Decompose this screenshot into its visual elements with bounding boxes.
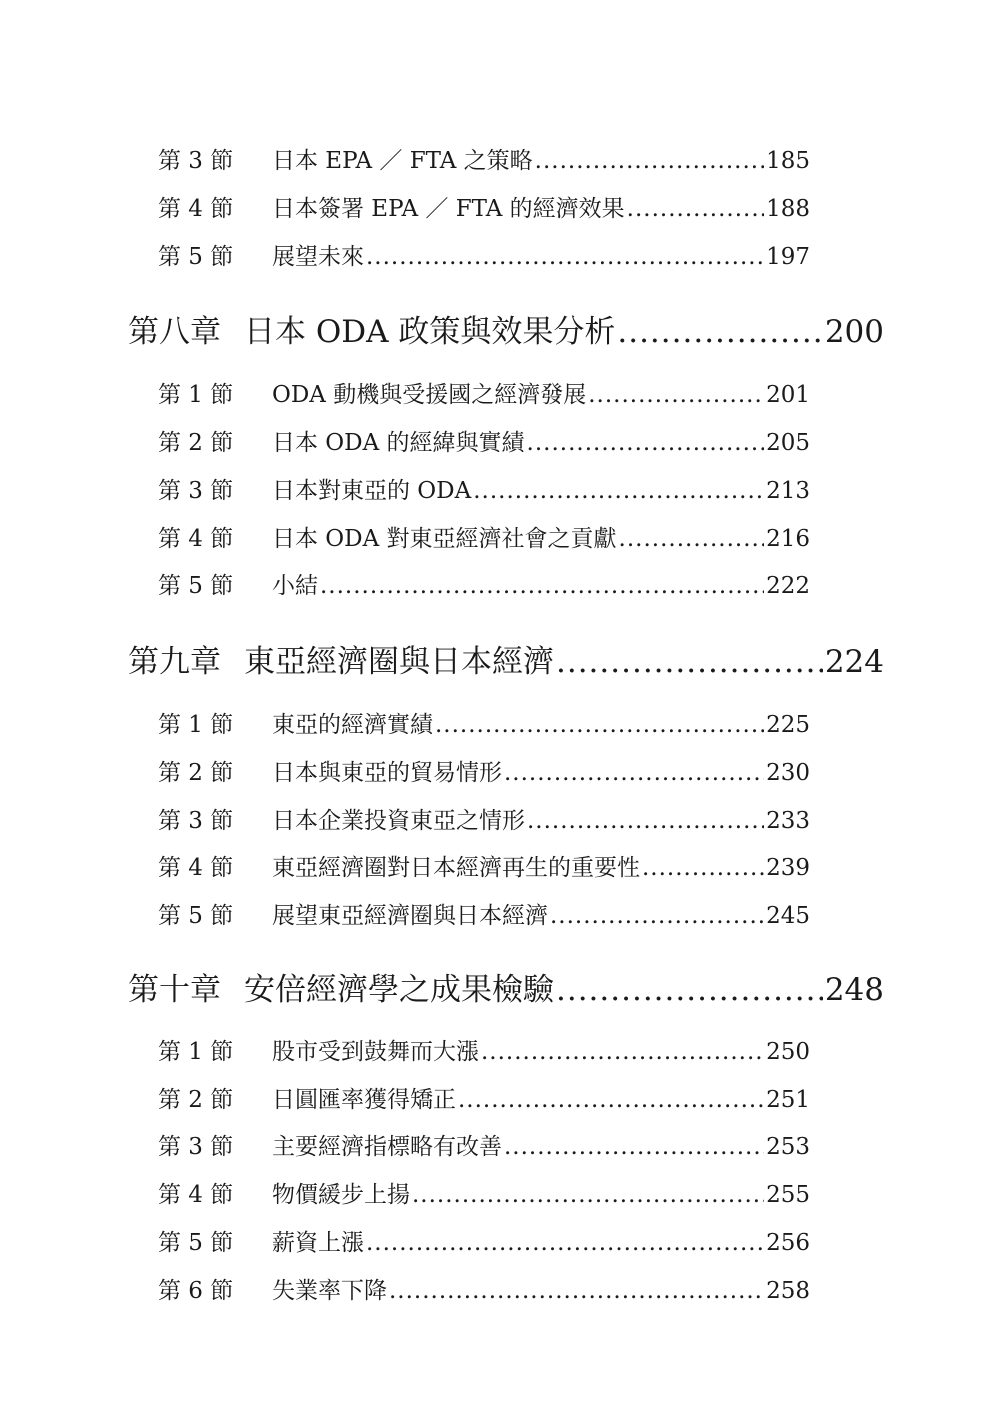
page-number: 201 [766, 382, 810, 408]
section-number: 第 5 節 [158, 903, 234, 929]
page-number: 185 [766, 148, 810, 174]
page-number: 239 [766, 855, 810, 881]
toc-section-entry[interactable] [158, 570, 810, 602]
dot-leader [527, 427, 765, 459]
section-title: 日本對東亞的 ODA [272, 478, 472, 504]
chapter-number: 第八章 [128, 314, 221, 350]
section-number: 第 3 節 [158, 808, 234, 834]
chapter-title: 日本 ODA 政策與效果分析 [244, 314, 616, 350]
toc-section-entry[interactable] [158, 193, 810, 225]
section-title: 日本簽署 EPA ／ FTA 的經濟效果 [272, 196, 625, 222]
toc-chapter-entry[interactable] [128, 969, 884, 1011]
section-title: 失業率下降 [272, 1278, 387, 1304]
section-title: 日圓匯率獲得矯正 [272, 1087, 456, 1113]
dot-leader [535, 145, 764, 177]
toc-section-entry[interactable] [158, 900, 810, 932]
page-number: 225 [766, 712, 810, 738]
toc-section-entry[interactable] [158, 1275, 810, 1307]
section-title: 展望未來 [272, 244, 364, 270]
page-number: 233 [766, 808, 810, 834]
section-number: 第 4 節 [158, 1182, 234, 1208]
toc-section-entry[interactable] [158, 757, 810, 789]
page-number: 250 [766, 1039, 810, 1065]
toc-section-entry[interactable] [158, 523, 810, 555]
dot-leader [627, 193, 764, 225]
page-number: 224 [824, 644, 884, 680]
section-number: 第 3 節 [158, 478, 234, 504]
section-number: 第 2 節 [158, 760, 234, 786]
page-number: 245 [766, 903, 810, 929]
dot-leader [435, 709, 764, 741]
page-number: 255 [766, 1182, 810, 1208]
toc-section-entry[interactable] [158, 1179, 810, 1211]
dot-leader [366, 1227, 764, 1259]
section-number: 第 4 節 [158, 196, 234, 222]
dot-leader [504, 757, 764, 789]
section-title: 薪資上漲 [272, 1230, 364, 1256]
section-number: 第 4 節 [158, 855, 234, 881]
toc-section-entry[interactable] [158, 145, 810, 177]
page-number: 248 [824, 972, 884, 1008]
section-title: 物價緩步上揚 [272, 1182, 410, 1208]
toc-section-entry[interactable] [158, 1036, 810, 1068]
toc-section-entry[interactable] [158, 427, 810, 459]
section-number: 第 3 節 [158, 148, 234, 174]
section-title: 日本企業投資東亞之情形 [272, 808, 525, 834]
dot-leader [458, 1084, 764, 1116]
toc-section-entry[interactable] [158, 852, 810, 884]
page-number: 200 [824, 314, 884, 350]
toc-section-entry[interactable] [158, 1131, 810, 1163]
dot-leader [473, 475, 764, 507]
section-number: 第 5 節 [158, 244, 234, 270]
dot-leader [389, 1275, 764, 1307]
section-number: 第 2 節 [158, 1087, 234, 1113]
section-number: 第 1 節 [158, 382, 234, 408]
section-title: ODA 動機與受援國之經濟發展 [272, 382, 587, 408]
chapter-title: 安倍經濟學之成果檢驗 [244, 972, 554, 1008]
page-number: 216 [766, 526, 810, 552]
section-title: 主要經濟指標略有改善 [272, 1134, 502, 1160]
section-title: 展望東亞經濟圈與日本經濟 [272, 903, 548, 929]
toc-section-entry[interactable] [158, 1227, 810, 1259]
section-title: 東亞經濟圈對日本經濟再生的重要性 [272, 855, 640, 881]
dot-leader [412, 1179, 764, 1211]
page-number: 222 [766, 573, 810, 599]
section-number: 第 4 節 [158, 526, 234, 552]
page-number: 230 [766, 760, 810, 786]
section-number: 第 1 節 [158, 1039, 234, 1065]
dot-leader [527, 805, 764, 837]
section-number: 第 2 節 [158, 430, 234, 456]
dot-leader [320, 570, 764, 602]
section-number: 第 3 節 [158, 1134, 234, 1160]
section-number: 第 5 節 [158, 1230, 234, 1256]
section-title: 日本與東亞的貿易情形 [272, 760, 502, 786]
chapter-title: 東亞經濟圈與日本經濟 [244, 644, 554, 680]
section-title: 小結 [272, 573, 318, 599]
dot-leader [617, 311, 822, 353]
page-number: 205 [766, 430, 810, 456]
toc-section-entry[interactable] [158, 1084, 810, 1116]
section-title: 日本 ODA 對東亞經濟社會之貢獻 [272, 526, 617, 552]
toc-section-entry[interactable] [158, 379, 810, 411]
dot-leader [556, 969, 823, 1011]
section-title: 日本 ODA 的經緯與實績 [272, 430, 525, 456]
section-number: 第 6 節 [158, 1278, 234, 1304]
dot-leader [556, 641, 823, 683]
section-title: 日本 EPA ／ FTA 之策略 [272, 148, 533, 174]
page-number: 251 [766, 1087, 810, 1113]
toc-section-entry[interactable] [158, 709, 810, 741]
toc-chapter-entry[interactable] [128, 311, 884, 353]
section-title: 股市受到鼓舞而大漲 [272, 1039, 479, 1065]
page-number: 188 [766, 196, 810, 222]
chapter-number: 第十章 [128, 972, 221, 1008]
section-title: 東亞的經濟實績 [272, 712, 433, 738]
dot-leader [619, 523, 765, 555]
dot-leader [481, 1036, 764, 1068]
section-number: 第 5 節 [158, 573, 234, 599]
toc-chapter-entry[interactable] [128, 641, 884, 683]
dot-leader [366, 241, 764, 273]
toc-section-entry[interactable] [158, 241, 810, 273]
page-number: 258 [766, 1278, 810, 1304]
dot-leader [550, 900, 764, 932]
toc-section-entry[interactable] [158, 475, 810, 507]
toc-section-entry[interactable] [158, 805, 810, 837]
dot-leader [504, 1131, 764, 1163]
page-number: 197 [766, 244, 810, 270]
page-number: 253 [766, 1134, 810, 1160]
dot-leader [588, 379, 764, 411]
chapter-number: 第九章 [128, 644, 221, 680]
page-number: 256 [766, 1230, 810, 1256]
dot-leader [642, 852, 764, 884]
section-number: 第 1 節 [158, 712, 234, 738]
page-number: 213 [766, 478, 810, 504]
